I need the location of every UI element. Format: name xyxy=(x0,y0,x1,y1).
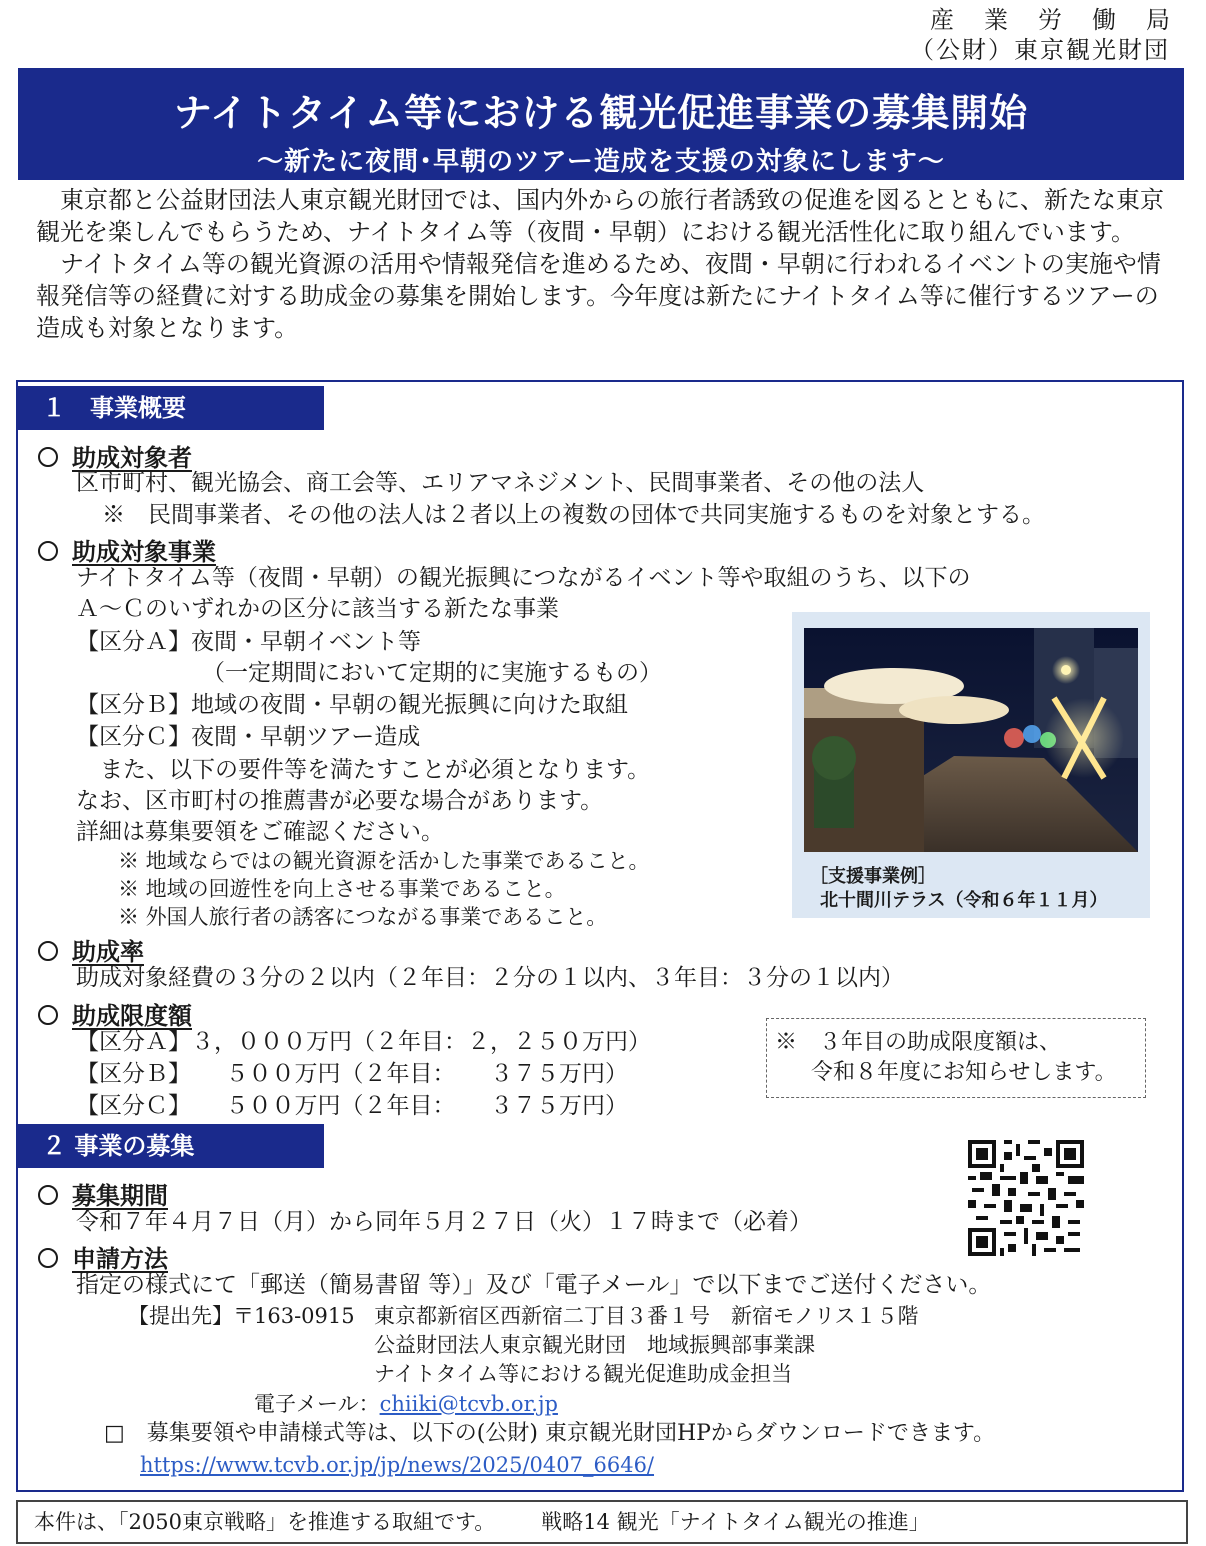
submission-organization: 公益財団法人東京観光財団 地域振興部事業課 xyxy=(374,1333,815,1357)
limit-note-1: ※ ３年目の助成限度額は、 xyxy=(775,1030,1062,1055)
circle-bullet-icon xyxy=(38,941,58,961)
requirement-2: なお、区市町村の推薦書が必要な場合があります。 xyxy=(76,788,604,814)
requirement-1: また、以下の要件等を満たすことが必須となります。 xyxy=(100,757,651,783)
footer-box xyxy=(16,1500,1188,1544)
submission-department: ナイトタイム等における観光促進助成金担当 xyxy=(374,1362,793,1386)
category-a-sub: （一定期間において定期的に実施するもの） xyxy=(202,660,662,686)
circle-bullet-icon xyxy=(38,541,58,561)
heading-method-label: 申請方法 xyxy=(72,1245,168,1273)
heading-limit xyxy=(36,996,192,1031)
heading-period xyxy=(36,1176,168,1211)
circle-bullet-icon xyxy=(38,1248,58,1268)
limit-note-2: 令和８年度にお知らせします。 xyxy=(811,1060,1117,1085)
page-subtitle: ～新たに夜間･早朝のツアー造成を支援の対象にします～ xyxy=(257,147,945,177)
limit-note-box xyxy=(766,1018,1146,1098)
intro-paragraph-1: 東京都と公益財団法人東京観光財団では、国内外からの旅行者誘致の促進を図るとともに、新たな東京観光を楽しんでもらうため、ナイトタイム等（夜間・早朝）における観光活性化に取り組んでいます。 xyxy=(36,186,1164,246)
example-photo-card xyxy=(792,612,1150,918)
intro-paragraph-2: ナイトタイム等の観光資源の活用や情報発信を進めるため、夜間・早朝に行われるイベントの実施や情報発信等の経費に対する助成金の募集を開始します。今年度は新たにナイトタイム等に催行するツアーの造成も対象となります。 xyxy=(36,250,1161,342)
project-line-2: Ａ～Ｃのいずれかの区分に該当する新たな事業 xyxy=(76,596,559,622)
footer-strategy-item: 戦略14 観光「ナイトタイム観光の推進」 xyxy=(541,1510,930,1534)
rate-text: 助成対象経費の３分の２以内（２年目：２分の１以内、３年目：３分の１以内） xyxy=(76,965,904,991)
section-heading-recruitment: ２ 事業の募集 xyxy=(18,1124,324,1168)
circle-bullet-icon xyxy=(38,1005,58,1025)
download-url-link[interactable]: https://www.tcvb.or.jp/jp/news/2025/0407_6646/ xyxy=(140,1453,655,1477)
target-text: 区市町村、観光協会、商工会等、エリアマネジメント、民間事業者、その他の法人 xyxy=(76,470,925,496)
heading-rate xyxy=(36,932,144,967)
requirement-note-3: ※ 外国人旅行者の誘客につながる事業であること。 xyxy=(118,905,608,929)
heading-project-label: 助成対象事業 xyxy=(72,538,216,566)
period-text: 令和７年４月７日（月）から同年５月２７日（火）１７時まで（必着） xyxy=(76,1209,812,1235)
category-b: 【区分Ｂ】地域の夜間・早朝の観光振興に向けた取組 xyxy=(76,692,628,718)
issuer-department: 産業労働局 xyxy=(930,6,1200,34)
section-heading-overview: １ 事業概要 xyxy=(18,386,324,430)
circle-bullet-icon xyxy=(38,447,58,467)
requirement-3: 詳細は募集要領をご確認ください。 xyxy=(76,819,444,845)
limit-c: 【区分Ｃ】 ５００万円（２年目： ３７５万円） xyxy=(76,1093,628,1119)
email-row xyxy=(254,1389,558,1420)
example-photo xyxy=(804,628,1138,852)
requirement-note-1: ※ 地域ならではの観光資源を活かした事業であること。 xyxy=(118,849,650,873)
category-c: 【区分Ｃ】夜間・早朝ツアー造成 xyxy=(76,724,421,750)
submission-address: 東京都新宿区西新宿二丁目３番１号 新宿モノリス１５階 xyxy=(374,1304,919,1328)
email-label: 電子メール： xyxy=(254,1392,380,1416)
limit-a: 【区分Ａ】３，０００万円（２年目：２，２５０万円） xyxy=(76,1029,651,1055)
email-link[interactable]: chiiki@tcvb.or.jp xyxy=(379,1392,558,1416)
project-line-1: ナイトタイム等（夜間・早朝）の観光振興につながるイベント等や取組のうち、以下の xyxy=(76,565,971,591)
intro-text xyxy=(36,184,1176,344)
category-a: 【区分Ａ】夜間・早朝イベント等 xyxy=(76,629,421,655)
heading-method xyxy=(36,1239,168,1274)
issuer-foundation: （公財）東京観光財団 xyxy=(910,36,1170,64)
photo-caption: 北十間川テラス（令和６年１１月） xyxy=(820,890,1108,911)
title-banner xyxy=(18,68,1184,180)
heading-target-label: 助成対象者 xyxy=(72,444,192,472)
limit-b: 【区分Ｂ】 ５００万円（２年目： ３７５万円） xyxy=(76,1061,628,1087)
heading-limit-label: 助成限度額 xyxy=(72,1002,192,1030)
heading-rate-label: 助成率 xyxy=(72,938,144,966)
download-note: □ 募集要領や申請様式等は、以下の(公財) 東京観光財団HPからダウンロードできます。 xyxy=(104,1421,996,1446)
footer-strategy: 本件は、「2050東京戦略」を推進する取組です。 xyxy=(34,1510,496,1534)
requirement-note-2: ※ 地域の回遊性を向上させる事業であること。 xyxy=(118,877,566,901)
circle-bullet-icon xyxy=(38,1185,58,1205)
method-text: 指定の様式にて「郵送（簡易書留 等）」及び「電子メール」で以下までご送付ください。 xyxy=(76,1272,992,1298)
submission-label: 【提出先】〒163-0915 xyxy=(128,1304,355,1328)
qr-code[interactable] xyxy=(968,1140,1084,1256)
heading-period-label: 募集期間 xyxy=(72,1182,168,1210)
photo-caption-label: ［支援事業例］ xyxy=(810,866,936,887)
heading-project xyxy=(36,532,216,567)
target-note: ※ 民間事業者、その他の法人は２者以上の複数の団体で共同実施するものを対象とする。 xyxy=(102,502,1045,528)
page-title: ナイトタイム等における観光促進事業の募集開始 xyxy=(173,91,1029,135)
